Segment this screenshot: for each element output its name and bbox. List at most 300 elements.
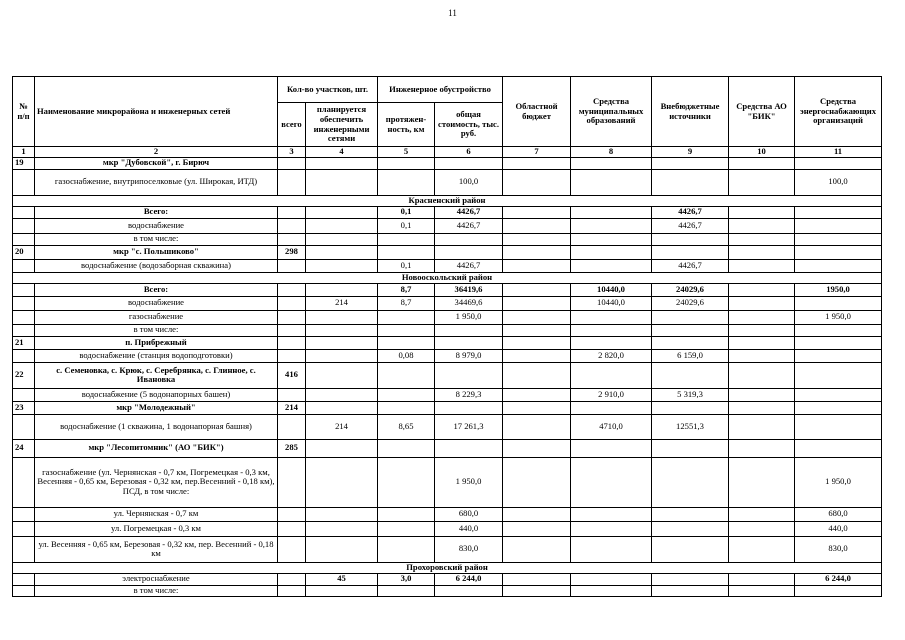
value-cell: 8 229,3	[435, 388, 503, 401]
value-cell	[729, 336, 795, 349]
value-cell	[378, 157, 435, 169]
value-cell	[378, 233, 435, 245]
value-cell	[503, 218, 571, 233]
value-cell	[278, 585, 306, 596]
header-cost: общая стоимость, тыс. руб.	[435, 103, 503, 147]
column-number: 4	[306, 147, 378, 158]
value-cell	[795, 401, 882, 414]
value-cell	[503, 573, 571, 585]
value-cell	[729, 283, 795, 296]
value-cell	[571, 573, 652, 585]
value-cell	[795, 414, 882, 439]
value-cell	[278, 457, 306, 507]
value-cell	[652, 401, 729, 414]
value-cell	[652, 233, 729, 245]
column-number: 10	[729, 147, 795, 158]
value-cell	[378, 401, 435, 414]
value-cell	[278, 259, 306, 272]
value-cell: 214	[306, 296, 378, 310]
value-cell	[652, 336, 729, 349]
value-cell	[378, 362, 435, 388]
row-number-cell	[13, 206, 35, 218]
value-cell	[306, 457, 378, 507]
header-regional: Областной бюджет	[503, 77, 571, 147]
value-cell	[278, 169, 306, 195]
header-planned: планируется обеспечить инженерными сетями	[306, 103, 378, 147]
table-row	[13, 206, 882, 218]
value-cell: 4426,7	[435, 218, 503, 233]
table-row	[13, 414, 882, 439]
row-number-cell	[13, 324, 35, 336]
value-cell	[571, 324, 652, 336]
value-cell	[652, 362, 729, 388]
value-cell	[729, 414, 795, 439]
value-cell	[503, 310, 571, 324]
item-name-cell: мкр "Дубовской", г. Бирюч	[35, 157, 278, 169]
value-cell	[729, 324, 795, 336]
value-cell: 8,7	[378, 296, 435, 310]
value-cell	[278, 283, 306, 296]
value-cell	[729, 401, 795, 414]
value-cell: 8,65	[378, 414, 435, 439]
value-cell	[503, 507, 571, 521]
value-cell	[729, 573, 795, 585]
value-cell: 416	[278, 362, 306, 388]
value-cell	[278, 388, 306, 401]
value-cell	[278, 521, 306, 536]
row-number-cell	[13, 349, 35, 362]
value-cell	[278, 157, 306, 169]
header-municipal: Средства муниципальных образований	[571, 77, 652, 147]
value-cell	[652, 536, 729, 562]
row-number-cell	[13, 169, 35, 195]
header-name: Наименование микрорайона и инженерных сетей	[35, 77, 278, 147]
value-cell: 10440,0	[571, 283, 652, 296]
value-cell: 2 820,0	[571, 349, 652, 362]
column-number-row	[13, 147, 882, 158]
row-number-cell	[13, 218, 35, 233]
item-name-cell: в том числе:	[35, 324, 278, 336]
value-cell	[729, 349, 795, 362]
table-row	[13, 218, 882, 233]
value-cell	[503, 521, 571, 536]
value-cell	[503, 245, 571, 259]
table-row	[13, 573, 882, 585]
value-cell	[503, 536, 571, 562]
row-number-cell	[13, 259, 35, 272]
row-number-cell	[13, 457, 35, 507]
column-number: 8	[571, 147, 652, 158]
value-cell	[503, 259, 571, 272]
value-cell	[306, 245, 378, 259]
item-name-cell: Всего:	[35, 283, 278, 296]
value-cell	[729, 457, 795, 507]
value-cell	[571, 259, 652, 272]
value-cell	[729, 296, 795, 310]
value-cell: 0,08	[378, 349, 435, 362]
value-cell	[278, 536, 306, 562]
value-cell	[729, 218, 795, 233]
value-cell	[278, 296, 306, 310]
value-cell	[652, 573, 729, 585]
value-cell	[729, 206, 795, 218]
value-cell	[795, 439, 882, 457]
value-cell	[278, 206, 306, 218]
value-cell: 5 319,3	[652, 388, 729, 401]
value-cell	[729, 439, 795, 457]
value-cell	[729, 233, 795, 245]
value-cell: 2 910,0	[571, 388, 652, 401]
item-name-cell: газоснабжение	[35, 310, 278, 324]
table-row	[13, 169, 882, 195]
value-cell	[795, 157, 882, 169]
value-cell	[503, 206, 571, 218]
value-cell: 45	[306, 573, 378, 585]
value-cell: 285	[278, 439, 306, 457]
value-cell	[278, 310, 306, 324]
value-cell	[795, 245, 882, 259]
value-cell	[652, 507, 729, 521]
column-number: 3	[278, 147, 306, 158]
value-cell	[571, 233, 652, 245]
value-cell: 100,0	[435, 169, 503, 195]
item-name-cell: в том числе:	[35, 233, 278, 245]
table-row	[13, 401, 882, 414]
value-cell: 680,0	[435, 507, 503, 521]
row-number-cell: 19	[13, 157, 35, 169]
row-number-cell	[13, 414, 35, 439]
value-cell	[729, 245, 795, 259]
row-number-cell: 21	[13, 336, 35, 349]
value-cell	[503, 157, 571, 169]
table-row	[13, 259, 882, 272]
value-cell	[571, 536, 652, 562]
value-cell	[652, 310, 729, 324]
value-cell: 24029,6	[652, 283, 729, 296]
item-name-cell: водоснабжение (1 скважина, 1 водонапорная башня)	[35, 414, 278, 439]
row-number-cell	[13, 310, 35, 324]
value-cell: 100,0	[795, 169, 882, 195]
value-cell	[503, 439, 571, 457]
value-cell	[571, 585, 652, 596]
value-cell	[729, 536, 795, 562]
value-cell	[503, 233, 571, 245]
value-cell	[378, 336, 435, 349]
header-plots: Кол-во участков, шт.	[278, 77, 378, 103]
value-cell	[571, 245, 652, 259]
table-row	[13, 521, 882, 536]
value-cell: 440,0	[435, 521, 503, 536]
value-cell	[503, 349, 571, 362]
value-cell	[306, 507, 378, 521]
column-number: 2	[35, 147, 278, 158]
value-cell	[571, 218, 652, 233]
row-number-cell	[13, 388, 35, 401]
value-cell: 34469,6	[435, 296, 503, 310]
value-cell: 6 159,0	[652, 349, 729, 362]
value-cell: 4426,7	[435, 259, 503, 272]
item-name-cell: водоснабжение (5 водонапорных башен)	[35, 388, 278, 401]
item-name-cell: водоснабжение (водозаборная скважина)	[35, 259, 278, 272]
value-cell	[503, 169, 571, 195]
value-cell	[278, 414, 306, 439]
district-title: Красненский район	[13, 195, 882, 206]
table-row	[13, 233, 882, 245]
value-cell: 4710,0	[571, 414, 652, 439]
value-cell	[571, 457, 652, 507]
value-cell: 4426,7	[652, 218, 729, 233]
value-cell: 680,0	[795, 507, 882, 521]
row-number-cell	[13, 283, 35, 296]
value-cell: 4426,7	[652, 206, 729, 218]
value-cell: 36419,6	[435, 283, 503, 296]
value-cell	[795, 336, 882, 349]
value-cell	[571, 521, 652, 536]
value-cell: 4426,7	[435, 206, 503, 218]
header-energy: Средства энергоснабжающих организаций	[795, 77, 882, 147]
value-cell	[571, 157, 652, 169]
value-cell	[795, 206, 882, 218]
table-row	[13, 457, 882, 507]
table-row	[13, 439, 882, 457]
row-number-cell: 22	[13, 362, 35, 388]
row-number-cell	[13, 507, 35, 521]
value-cell	[571, 310, 652, 324]
row-number-cell: 20	[13, 245, 35, 259]
value-cell	[435, 362, 503, 388]
value-cell	[729, 157, 795, 169]
table-row	[13, 336, 882, 349]
table-row	[13, 283, 882, 296]
value-cell	[729, 310, 795, 324]
value-cell	[795, 388, 882, 401]
table-row	[13, 310, 882, 324]
value-cell	[378, 388, 435, 401]
row-number-cell: 23	[13, 401, 35, 414]
value-cell: 0,1	[378, 206, 435, 218]
value-cell	[652, 521, 729, 536]
value-cell	[306, 536, 378, 562]
value-cell: 8 979,0	[435, 349, 503, 362]
item-name-cell: электроснабжение	[35, 573, 278, 585]
value-cell	[378, 507, 435, 521]
value-cell	[729, 362, 795, 388]
value-cell	[503, 324, 571, 336]
value-cell	[306, 283, 378, 296]
table-row	[13, 388, 882, 401]
value-cell	[571, 206, 652, 218]
item-name-cell: водоснабжение	[35, 218, 278, 233]
table-row	[13, 536, 882, 562]
value-cell	[435, 233, 503, 245]
value-cell: 298	[278, 245, 306, 259]
page-number: 11	[448, 8, 457, 18]
table-row	[13, 349, 882, 362]
item-name-cell: ул. Чернянская - 0,7 км	[35, 507, 278, 521]
item-name-cell: газоснабжение (ул. Чернянская - 0,7 км, Погремецкая - 0,3 км, Весенняя - 0,65 км, Березовая - 0,32 км, пер.Весенний - 0,18 км), ПСД, в том числе:	[35, 457, 278, 507]
value-cell	[435, 336, 503, 349]
value-cell	[278, 218, 306, 233]
item-name-cell: ул. Весенняя - 0,65 км, Березовая - 0,32 км, пер. Весенний - 0,18 км	[35, 536, 278, 562]
value-cell	[278, 573, 306, 585]
financing-table	[12, 76, 882, 597]
item-name-cell: в том числе:	[35, 585, 278, 596]
value-cell: 10440,0	[571, 296, 652, 310]
value-cell	[652, 585, 729, 596]
value-cell	[503, 296, 571, 310]
value-cell	[795, 233, 882, 245]
value-cell	[652, 169, 729, 195]
item-name-cell: мкр "с. Польшиково"	[35, 245, 278, 259]
value-cell	[378, 324, 435, 336]
district-title: Новооскольский район	[13, 272, 882, 283]
row-number-cell	[13, 536, 35, 562]
value-cell	[306, 521, 378, 536]
value-cell: 6 244,0	[435, 573, 503, 585]
value-cell	[652, 157, 729, 169]
value-cell	[729, 388, 795, 401]
value-cell	[278, 324, 306, 336]
value-cell	[278, 336, 306, 349]
value-cell	[652, 245, 729, 259]
value-cell	[729, 169, 795, 195]
value-cell	[435, 401, 503, 414]
value-cell	[795, 324, 882, 336]
value-cell	[795, 349, 882, 362]
value-cell	[795, 218, 882, 233]
value-cell	[729, 585, 795, 596]
table-row	[13, 362, 882, 388]
district-title: Прохоровский район	[13, 562, 882, 573]
value-cell	[278, 233, 306, 245]
district-row	[13, 272, 882, 283]
value-cell	[503, 457, 571, 507]
value-cell: 12551,3	[652, 414, 729, 439]
value-cell	[571, 507, 652, 521]
value-cell	[306, 585, 378, 596]
value-cell: 440,0	[795, 521, 882, 536]
row-number-cell	[13, 296, 35, 310]
value-cell: 830,0	[435, 536, 503, 562]
table-body	[13, 157, 882, 596]
header-engineering: Инженерное обустройство	[378, 77, 503, 103]
value-cell	[306, 310, 378, 324]
table-row	[13, 507, 882, 521]
value-cell: 0,1	[378, 259, 435, 272]
value-cell: 1950,0	[795, 283, 882, 296]
value-cell	[795, 259, 882, 272]
value-cell	[503, 585, 571, 596]
value-cell: 17 261,3	[435, 414, 503, 439]
item-name-cell: газоснабжение, внутрипоселковые (ул. Широкая, ИТД)	[35, 169, 278, 195]
value-cell: 24029,6	[652, 296, 729, 310]
value-cell	[571, 439, 652, 457]
district-row	[13, 562, 882, 573]
value-cell	[503, 414, 571, 439]
value-cell	[306, 349, 378, 362]
value-cell	[652, 439, 729, 457]
value-cell: 3,0	[378, 573, 435, 585]
value-cell: 214	[306, 414, 378, 439]
column-number: 6	[435, 147, 503, 158]
value-cell	[278, 349, 306, 362]
value-cell: 1 950,0	[795, 310, 882, 324]
value-cell: 1 950,0	[435, 310, 503, 324]
header-length: протяжен-ность, км	[378, 103, 435, 147]
value-cell: 830,0	[795, 536, 882, 562]
item-name-cell: с. Семеновка, с. Крюк, с. Серебрянка, с. Глинное, с. Ивановка	[35, 362, 278, 388]
value-cell	[306, 336, 378, 349]
column-number: 7	[503, 147, 571, 158]
value-cell	[378, 585, 435, 596]
value-cell: 1 950,0	[795, 457, 882, 507]
value-cell	[378, 169, 435, 195]
header-total: всего	[278, 103, 306, 147]
row-number-cell: 24	[13, 439, 35, 457]
header-num: № п/п	[13, 77, 35, 147]
value-cell: 4426,7	[652, 259, 729, 272]
value-cell: 1 950,0	[435, 457, 503, 507]
value-cell	[571, 362, 652, 388]
value-cell	[571, 401, 652, 414]
item-name-cell: водоснабжение (станция водоподготовки)	[35, 349, 278, 362]
value-cell	[378, 310, 435, 324]
value-cell	[306, 169, 378, 195]
value-cell	[378, 536, 435, 562]
value-cell	[306, 324, 378, 336]
value-cell	[306, 388, 378, 401]
value-cell	[652, 457, 729, 507]
value-cell	[503, 401, 571, 414]
value-cell	[306, 362, 378, 388]
value-cell	[378, 439, 435, 457]
item-name-cell: мкр "Лесопитомник" (АО "БИК")	[35, 439, 278, 457]
value-cell	[435, 324, 503, 336]
value-cell	[652, 324, 729, 336]
header-extrabudget: Внебюджетные источники	[652, 77, 729, 147]
table-row	[13, 245, 882, 259]
value-cell	[378, 457, 435, 507]
value-cell	[278, 507, 306, 521]
column-number: 1	[13, 147, 35, 158]
value-cell	[729, 259, 795, 272]
value-cell	[306, 206, 378, 218]
table-row	[13, 324, 882, 336]
value-cell	[503, 336, 571, 349]
item-name-cell: мкр "Молодежный"	[35, 401, 278, 414]
value-cell	[795, 362, 882, 388]
item-name-cell: ул. Погремецкая - 0,3 км	[35, 521, 278, 536]
value-cell	[306, 218, 378, 233]
value-cell	[729, 507, 795, 521]
value-cell	[378, 521, 435, 536]
value-cell	[795, 296, 882, 310]
item-name-cell: п. Прибрежный	[35, 336, 278, 349]
table-row	[13, 585, 882, 596]
district-row	[13, 195, 882, 206]
row-number-cell	[13, 573, 35, 585]
column-number: 5	[378, 147, 435, 158]
value-cell	[503, 362, 571, 388]
value-cell: 8,7	[378, 283, 435, 296]
value-cell	[503, 283, 571, 296]
item-name-cell: водоснабжение	[35, 296, 278, 310]
item-name-cell: Всего:	[35, 206, 278, 218]
row-number-cell	[13, 233, 35, 245]
column-number: 9	[652, 147, 729, 158]
value-cell	[435, 245, 503, 259]
value-cell	[435, 439, 503, 457]
